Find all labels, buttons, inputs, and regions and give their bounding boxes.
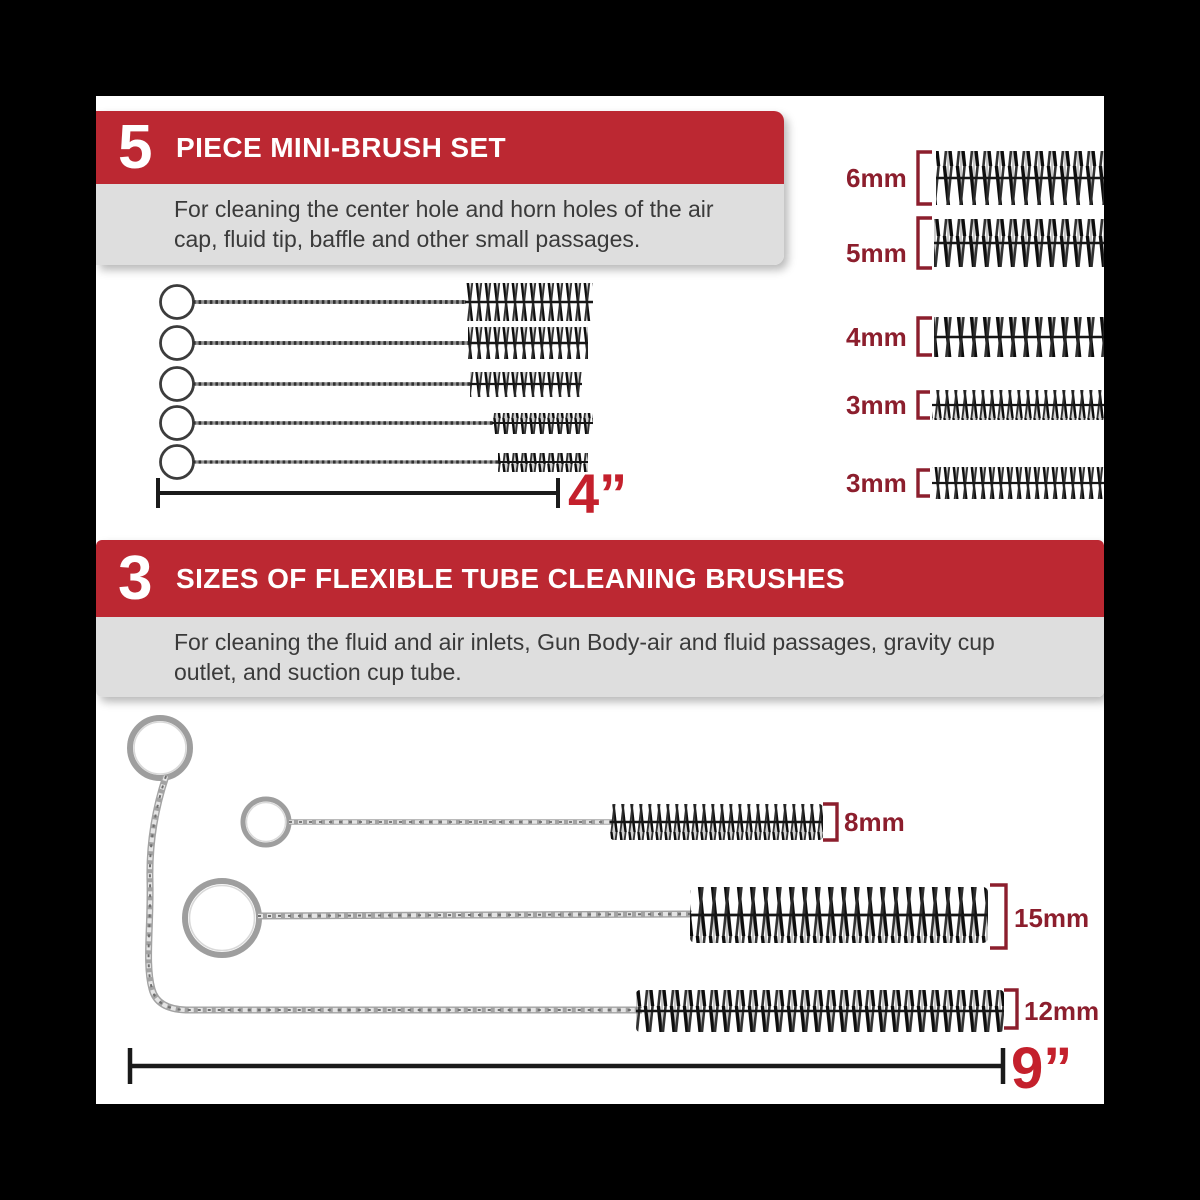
section2-header-banner — [96, 540, 1104, 617]
section2-description: For cleaning the fluid and air inlets, Gun Body-air and fluid passages, gravity cup outlet, and suction cup tube. — [174, 629, 995, 686]
brush-size-label-12mm: 12mm — [1024, 996, 1100, 1026]
section1-count: 5 — [118, 112, 153, 182]
section1-title: PIECE MINI-BRUSH SET — [176, 131, 507, 163]
section1-card — [96, 111, 784, 265]
brush-size-label-3mm-b: 3mm — [846, 468, 907, 498]
section1-description: For cleaning the center hole and horn holes of the air cap, fluid tip, baffle and other small passages. — [174, 196, 714, 253]
cut-brush-3mm-a — [918, 390, 1104, 420]
section1-description-band — [96, 184, 784, 265]
cut-brush-3mm-b — [918, 467, 1104, 499]
mini-brush-1 — [161, 283, 594, 321]
section2-title: SIZES OF FLEXIBLE TUBE CLEANING BRUSHES — [176, 562, 845, 594]
cut-brush-6mm — [918, 151, 1104, 205]
section2-count: 3 — [118, 543, 153, 613]
section1-header-banner — [96, 111, 784, 184]
cut-brush-4mm — [918, 317, 1104, 357]
brush-size-label-6mm: 6mm — [846, 163, 907, 193]
mini-brush-5 — [161, 446, 589, 479]
section2-card — [96, 540, 1104, 697]
product-infographic — [96, 96, 1104, 1104]
length-label-4in: 4” — [568, 462, 628, 525]
cut-brush-5mm — [918, 218, 1104, 268]
measurement-line-9in — [130, 1048, 1003, 1084]
mini-brush-2 — [161, 327, 589, 360]
section2-description-band — [96, 617, 1104, 697]
mini-brush-3 — [161, 368, 583, 401]
mini-brush-4 — [161, 407, 594, 440]
brush-size-label-3mm-a: 3mm — [846, 390, 907, 420]
brush-size-label-4mm: 4mm — [846, 322, 907, 352]
brush-size-label-5mm: 5mm — [846, 238, 907, 268]
brush-size-label-8mm: 8mm — [844, 807, 905, 837]
flex-brush-8mm — [243, 799, 837, 845]
measurement-line-4in — [158, 478, 558, 508]
length-label-9in: 9” — [1011, 1036, 1073, 1101]
flex-brush-12mm — [130, 718, 1017, 1032]
brush-size-label-15mm: 15mm — [1014, 903, 1090, 933]
flex-brush-15mm — [185, 881, 1006, 955]
